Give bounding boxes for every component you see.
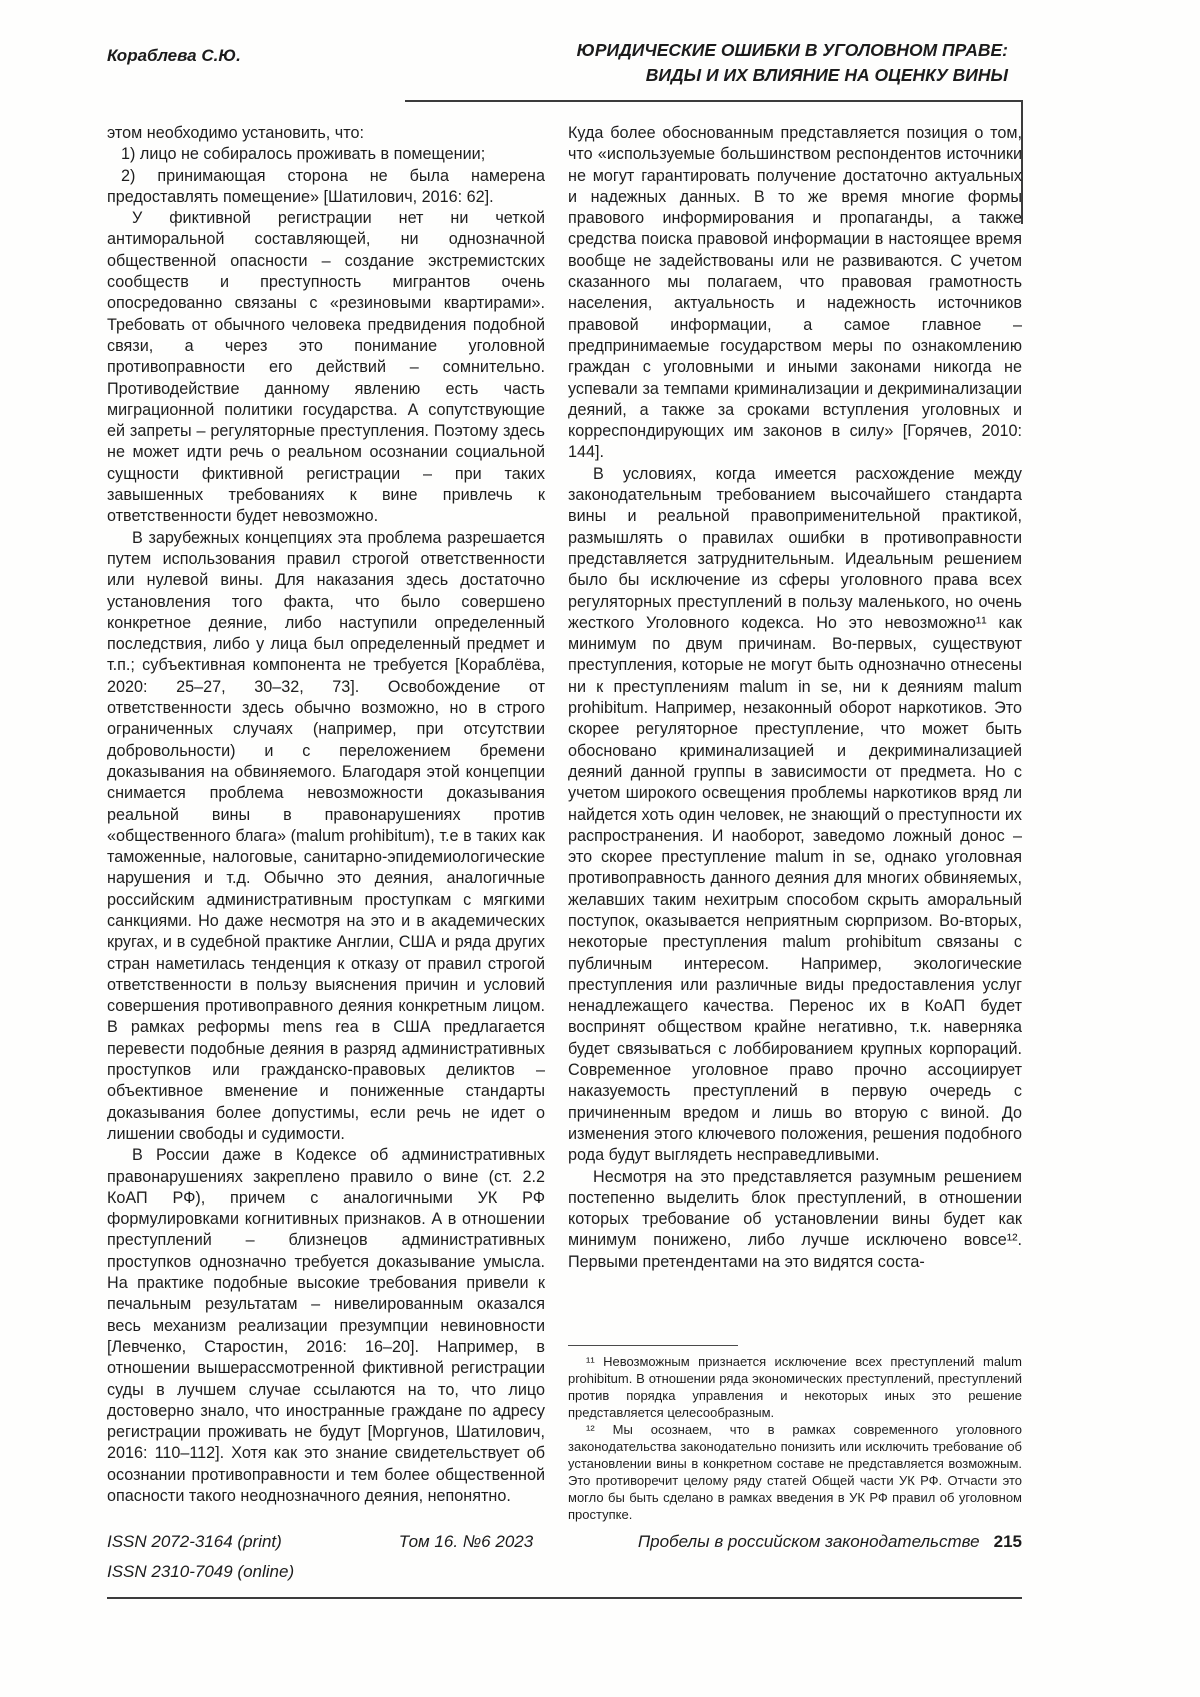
article-title-line-1: ЮРИДИЧЕСКИЕ ОШИБКИ В УГОЛОВНОМ ПРАВЕ: bbox=[576, 40, 1008, 60]
journal-reference bbox=[638, 1527, 1022, 1557]
article-title bbox=[577, 38, 1022, 88]
author-name: Кораблева С.Ю. bbox=[107, 46, 241, 65]
footnote-divider bbox=[568, 1345, 738, 1346]
paragraph: У фиктивной регистрации нет ни четкой антиморальной составляющей, ни однозначной общественной опасности – создание экстремистских сообществ и преступность мигрантов очень опосредованно связаны с «резиновыми квартирами». Требовать от обычного человека предвидения подобной связи, а через это понимание уголовной противоправности его действий – сомнительно. Противодействие данному явлению есть часть миграционной политики государства. А сопутствующие ей запреты – регуляторные преступления. Поэтому здесь не может идти речь о реальном осознании социальной сущности фиктивной регистрации – при таких завышенных требованиях к вине привлечь к ответственности будет невозможно. bbox=[107, 209, 545, 526]
page-footer bbox=[107, 1527, 1022, 1587]
header-divider bbox=[405, 100, 1023, 102]
paragraph: Несмотря на это представляется разумным решением постепенно выделить блок преступлений, в отношении которых требование об установлении вины будет как минимум понижено, либо лучше исключено вовсе¹². Первыми претендентами на это видятся соста- bbox=[568, 1167, 1022, 1271]
footnote-12: ¹² Мы осознаем, что в рамках современного уголовного законодательства законодательно понизить или исключить требование об установлении вины в конкретном составе не представляется возможным. Это противоречит целому ряду статей Общей части УК РФ. Отчасти это могло бы быть сделано в рамках введения в УК РФ правил об уголовном проступке. bbox=[568, 1422, 1022, 1522]
article-title-line-2: ВИДЫ И ИХ ВЛИЯНИЕ НА ОЦЕНКУ ВИНЫ bbox=[645, 65, 1008, 85]
right-column bbox=[568, 123, 1022, 1523]
journal-name: Пробелы в российском законодательстве bbox=[637, 1532, 980, 1551]
volume-issue: Том 16. №6 2023 bbox=[398, 1532, 534, 1551]
issn-block bbox=[107, 1527, 294, 1587]
page-number: 215 bbox=[993, 1532, 1022, 1551]
left-column bbox=[107, 123, 545, 1523]
issn-online: ISSN 2310-7049 (online) bbox=[107, 1562, 295, 1581]
paragraph-continuation: Куда более обоснованным представляется позиция о том, что «используемые большинством респондентов источники не могут гарантировать получение достаточно актуальных и надежных данных. В то же время многие формы правового информирования и пропаганды, а также средства поиска правовой информации в настоящее время вообще не задействованы или не развиваются. С учетом сказанного мы полагаем, что правовая грамотность населения, актуальность и надежность источников правовой информации, а самое главное – предпринимаемые государством меры по ознакомлению граждан с уголовными и иными законами никогда не успевали за темпами криминализации и декриминализации деяний, а также за сроками вступления уголовных и корреспондирующих им законов в силу» [Горячев, 2010: 144]. bbox=[568, 124, 1022, 462]
footer-divider bbox=[107, 1597, 1022, 1599]
paragraph: В условиях, когда имеется расхождение между законодательным требованием высочайшего стандарта вины и реальной правоприменительной практикой, размышлять о правилах ошибки в противоправности представляется затруднительным. Идеальным решением было бы исключение из сферы уголовного права всех регуляторных преступлений в пользу маленького, но очень жесткого Уголовного кодекса. Но это невозможно¹¹ как минимум по двум причинам. Во-первых, существуют преступления, которые не могут быть однозначно отнесены ни к преступлениям malum in se, ни к деяниям malum prohibitum. Например, незаконный оборот наркотиков. Это скорее регуляторное преступление, что может быть обосновано криминализацией и декриминализацией деяний данной группы в зависимости от предмета. Но с учетом широкого освещения проблемы наркотиков вряд ли найдется хоть один человек, не знающий о преступности их распространения. И наоборот, заведомо ложный донос – это скорее преступление malum in se, однако уголовная противоправность данного деяния для многих обвиняемых, желавших таким нехитрым способом скрыть аморальный поступок, оказывается неприятным сюрпризом. Во-вторых, некоторые преступления malum prohibitum связаны с публичным интересом. Например, экологические преступления или различные виды предоставления услуг ненадлежащего качества. Перенос их в КоАП будет воспринят обществом крайне негативно, т.к. наверняка будет связываться с лоббированием крупных корпораций. Современное уголовное право прочно ассоциирует наказуемость преступлений в первую очередь с причиненным вредом и лишь во вторую с виной. До изменения этого ключевого положения, решения подобного рода будут выглядеть несправедливыми. bbox=[568, 464, 1022, 1165]
paragraph: В России даже в Кодексе об административных правонарушениях закреплено правило о вине (ст. 2.2 КоАП РФ), причем с аналогичными УК РФ формулировками когнитивных признаков. А в отношении преступлений – близнецов административных проступков однозначно требуется доказывание умысла. На практике подобные высокие требования привели к печальным результатам – нивелированным оказался весь механизм реализации презумпции невиновности [Левченко, Старостин, 2016: 16–20]. Например, в отношении вышерассмотренной фиктивной регистрации суды в лучшем случае ссылаются на то, что лицо достоверно знало, что иностранные граждане по адресу регистрации проживать не будут [Моргунов, Шатилович, 2016: 110–112]. Хотя как это знание свидетельствует об осознании противоправности и тем более общественной опасности такого неоднозначного деяния, непонятно. bbox=[107, 1146, 545, 1505]
article-body bbox=[107, 123, 1022, 1523]
issn-print: ISSN 2072-3164 (print) bbox=[107, 1532, 282, 1551]
page-header bbox=[107, 38, 1022, 88]
footnotes bbox=[568, 1341, 1022, 1523]
list-item-2: 2) принимающая сторона не была намерена предоставлять помещение» [Шатилович, 2016: 62]. bbox=[107, 166, 545, 206]
right-column-text bbox=[568, 123, 1022, 1273]
paragraph-continuation: этом необходимо установить, что: bbox=[107, 124, 364, 142]
paragraph: В зарубежных концепциях эта проблема разрешается путем использования правил строгой ответственности или нулевой вины. Для наказания здесь достаточно установления того факта, что было совершено конкретное деяние, либо наступили определенный последствия, либо у лица был определенный предмет и т.п.; субъективная компонента не требуется [Кораблёва, 2020: 25–27, 30–32, 73]. Освобождение от ответственности здесь обычно возможно, но в строго ограниченных случаях (например, при отсутствии добровольности) и с переложением бремени доказывания на обвиняемого. Благодаря этой концепции снимается проблема невозможности доказывания реальной вины в правонарушениях против «общественного блага» (malum prohibitum), т.е в таких как таможенные, налоговые, санитарно-эпидемиологические нарушения и т.д. Обычно это деяния, аналогичные российским административным проступкам с мягкими санкциями. Но даже несмотря на это и в академических кругах, и в судебной практике Англии, США и ряда других стран наметилась тенденция к отказу от правил строгой ответственности в пользу выяснения причин и условий совершения противоправного деяния конкретным лицом. В рамках реформы mens rea в США предлагается перевести подобные деяния в разряд административных проступков или гражданско-правовых деликтов – объективное вменение и пониженные стандарты доказывания более допустимы, если речь не идет о лишении свободы и судимости. bbox=[107, 528, 545, 1143]
footnote-11: ¹¹ Невозможным признается исключение всех преступлений malum prohibitum. В отношении ряда экономических преступлений, преступлений против порядка управления и некоторых иных это решение представляется целесообразным. bbox=[568, 1354, 1022, 1420]
list-item-1: 1) лицо не собиралось проживать в помещении; bbox=[121, 145, 486, 164]
